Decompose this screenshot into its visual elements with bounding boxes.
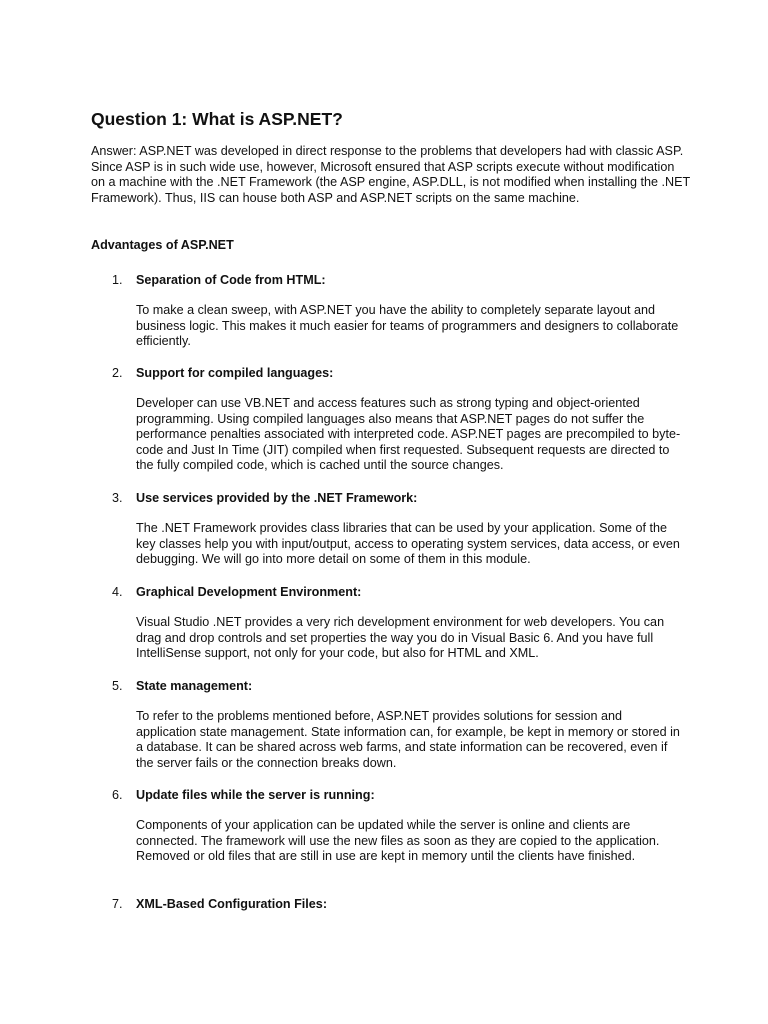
- list-item-number: 2.: [112, 366, 123, 380]
- list-item-number: 1.: [112, 273, 123, 287]
- advantages-heading: Advantages of ASP.NET: [91, 238, 234, 252]
- list-item-title: Use services provided by the .NET Framework:: [136, 491, 418, 505]
- answer-paragraph: Answer: ASP.NET was developed in direct response to the problems that developers had with classic ASP. Since ASP is in such wide use, however, Microsoft ensured that ASP scripts execute without modification on a machine with the .NET Framework (the ASP engine, ASP.DLL, is not modified when installing the .NET Framework). Thus, IIS can house both ASP and ASP.NET scripts on the same machine.: [91, 144, 690, 205]
- list-item-number: 6.: [112, 788, 123, 802]
- list-item-body: To refer to the problems mentioned before, ASP.NET provides solutions for session and application state management. State information can, for example, be kept in memory or stored in a database. It can be shared across web farms, and state information can be recovered, even if the server fails or the connection breaks down.: [136, 709, 680, 770]
- list-item-body: Developer can use VB.NET and access features such as strong typing and object-oriented programming. Using compiled languages also means that ASP.NET pages do not suffer the performance penalties associated with interpreted code. ASP.NET pages are precompiled to byte-code and Just In Time (JIT) compiled when first requested. Subsequent requests are directed to the fully compiled code, which is cached until the source changes.: [136, 396, 681, 472]
- list-item-title: XML-Based Configuration Files:: [136, 897, 328, 911]
- list-item-body: Components of your application can be updated while the server is online and clients are connected. The framework will use the new files as soon as they are copied to the application. Removed or old files that are still in use are kept in memory until the clients have finished.: [136, 818, 660, 863]
- list-item-title: Graphical Development Environment:: [136, 585, 362, 599]
- list-item-title: Update files while the server is running:: [136, 788, 375, 802]
- list-item-body: The .NET Framework provides class libraries that can be used by your application. Some of the key classes help you with input/output, access to operating system services, data access, or even debugging. We will go into more detail on some of them in this module.: [136, 521, 680, 566]
- list-item-title: Support for compiled languages:: [136, 366, 334, 380]
- list-item-title: State management:: [136, 679, 253, 693]
- list-item-body: To make a clean sweep, with ASP.NET you have the ability to completely separate layout and business logic. This makes it much easier for teams of programmers and designers to collaborate efficiently.: [136, 303, 679, 348]
- list-item-number: 7.: [112, 897, 123, 911]
- list-item-number: 3.: [112, 491, 123, 505]
- list-item-title: Separation of Code from HTML:: [136, 273, 326, 287]
- list-item-number: 5.: [112, 679, 123, 693]
- list-item-number: 4.: [112, 585, 123, 599]
- list-item-body: Visual Studio .NET provides a very rich development environment for web developers. You can drag and drop controls and set properties the way you do in Visual Basic 6. And you have full IntelliSense support, not only for your code, but also for HTML and XML.: [136, 615, 665, 660]
- page-title: Question 1: What is ASP.NET?: [91, 109, 343, 129]
